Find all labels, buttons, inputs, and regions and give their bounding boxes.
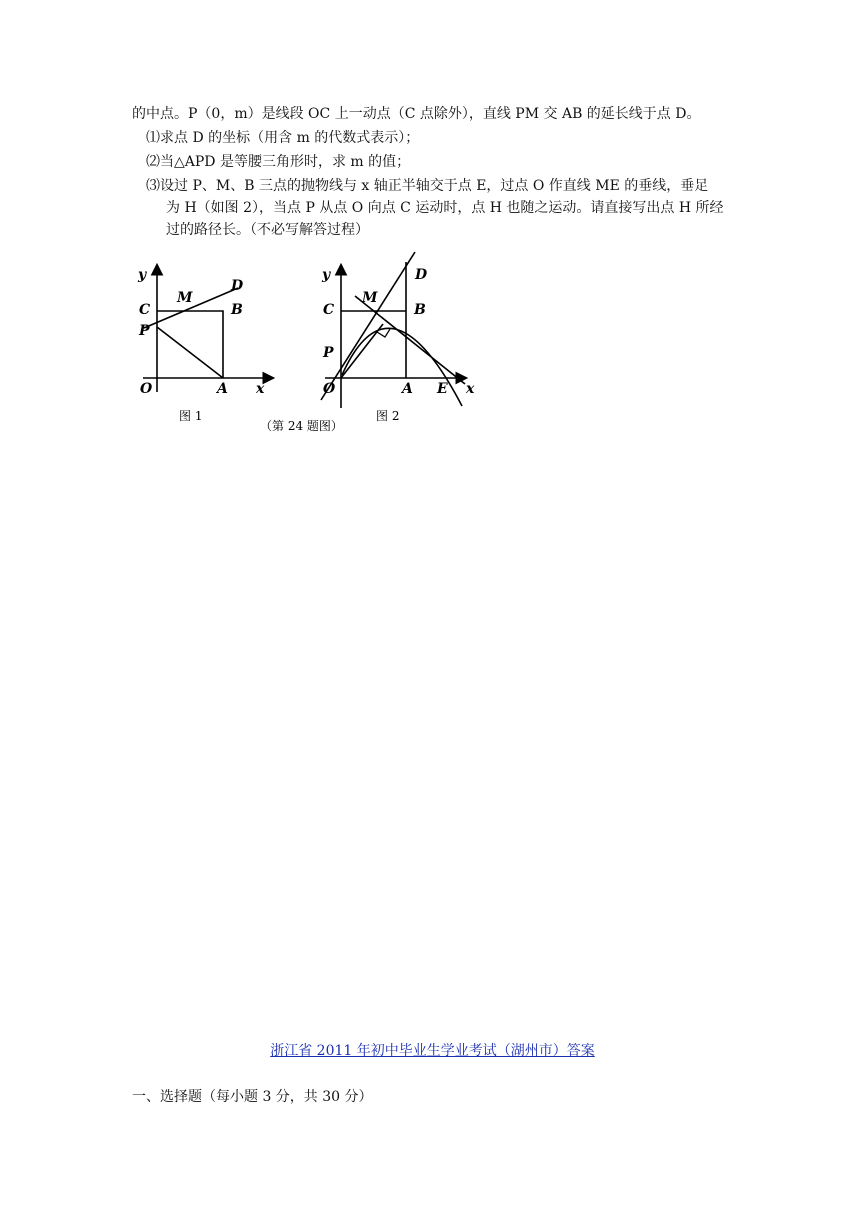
fig1-label-m: M (177, 290, 193, 306)
question-part-3-line-3: 过的路径长。（不必写解答过程） (166, 222, 369, 238)
fig1-label-d: D (231, 278, 244, 294)
fig1-label-b: B (231, 302, 243, 318)
question-line-1: 的中点。P（0，m）是线段 OC 上一动点（C 点除外），直线 PM 交 AB 的延长线于点 D。 (132, 106, 701, 122)
fig1-label-p: P (139, 323, 150, 339)
fig1-rectangle (157, 311, 223, 378)
fig2-label-y: y (322, 267, 331, 283)
fig2-label-b: B (414, 302, 426, 318)
fig2-line-oh (341, 324, 383, 378)
fig2-label-m: M (362, 290, 378, 306)
answer-title-link[interactable]: 浙江省 2011 年初中毕业生学业考试（湖州市）答案 (270, 1043, 595, 1059)
figure-1 (143, 266, 272, 392)
fig1-label-y: y (138, 267, 147, 283)
fig2-label-d: D (415, 267, 428, 283)
question-part-3-line-2: 为 H（如图 2），当点 P 从点 O 向点 C 运动时，点 H 也随之运动。请直接写出点 H 所经 (166, 200, 724, 216)
fig2-label-c: C (323, 302, 335, 318)
question-part-2: ⑵当△APD 是等腰三角形时，求 m 的值； (146, 154, 411, 170)
fig1-caption: 图 1 (179, 409, 203, 423)
fig2-label-p: P (323, 345, 334, 361)
fig2-label-e: E (437, 381, 448, 397)
fig1-label-a: A (217, 381, 228, 397)
question-part-3-line-1: ⑶设过 P、M、B 三点的抛物线与 x 轴正半轴交于点 E，过点 O 作直线 ME 的垂线，垂足 (146, 178, 709, 194)
question-part-1: ⑴求点 D 的坐标（用含 m 的代数式表示）； (146, 130, 420, 146)
section-heading: 一、选择题（每小题 3 分，共 30 分） (132, 1089, 373, 1105)
figure-caption: （第 24 题图） (260, 419, 343, 433)
fig2-label-o: O (323, 381, 336, 397)
fig2-label-a: A (402, 381, 413, 397)
fig1-label-c: C (139, 302, 151, 318)
fig1-label-o: O (140, 381, 153, 397)
question-24-figures (120, 248, 490, 438)
fig1-label-x: x (256, 381, 265, 397)
fig2-caption: 图 2 (376, 409, 400, 423)
fig2-label-x: x (466, 381, 475, 397)
fig1-line-pa (157, 327, 223, 378)
